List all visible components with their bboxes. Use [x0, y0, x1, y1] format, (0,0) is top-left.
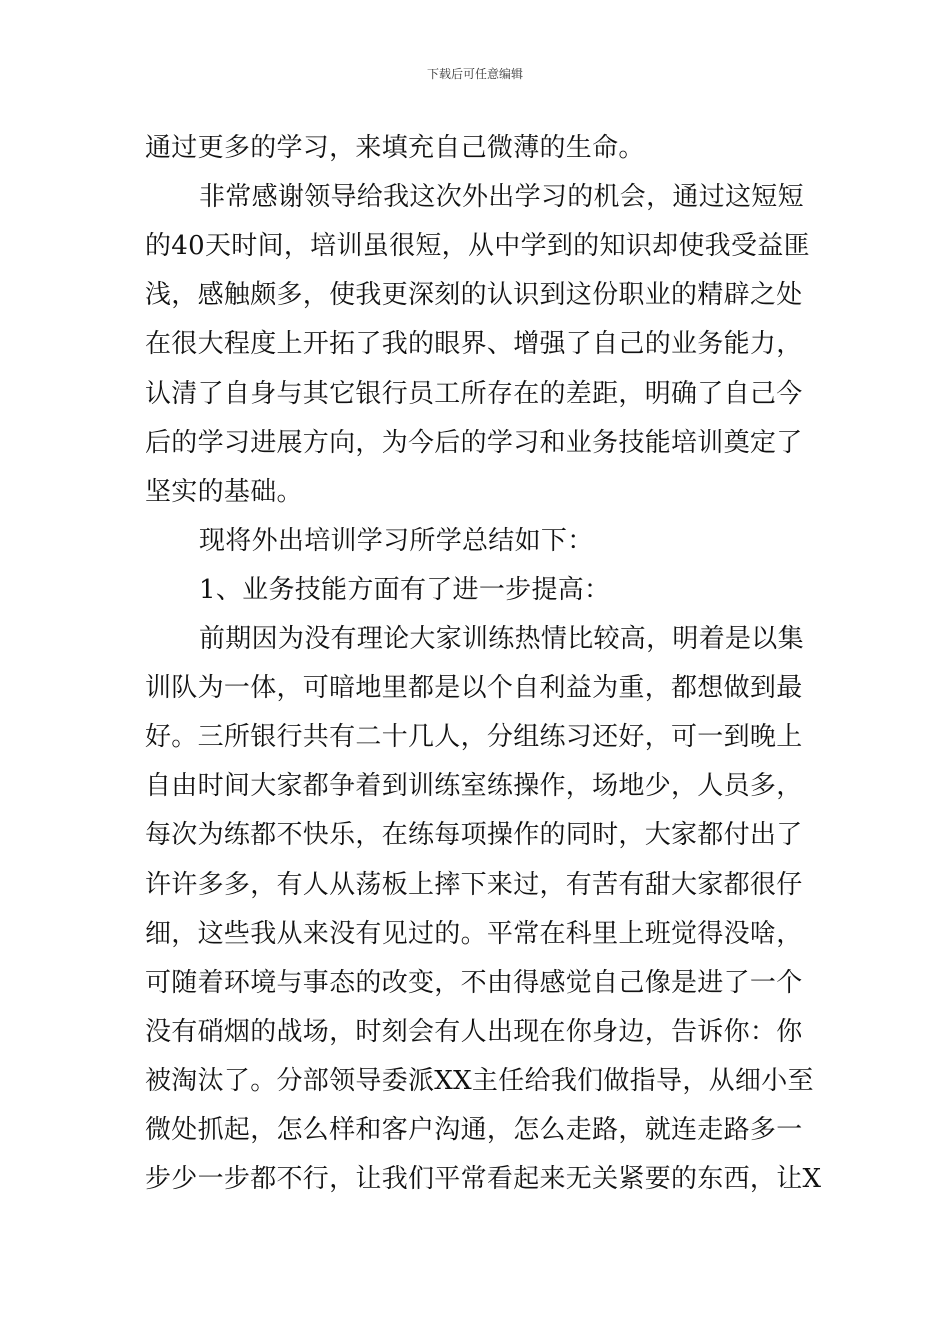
text-line: 每次为练都不快乐，在练每项操作的同时，大家都付出了 — [145, 820, 803, 850]
text-line: 可随着环境与事态的改变，不由得感觉自己像是进了一个 — [145, 968, 803, 998]
text-line: 在很大程度上开拓了我的眼界、增强了自己的业务能力， — [145, 329, 803, 359]
text-line: 的40天时间，培训虽很短，从中学到的知识却使我受益匪 — [145, 231, 810, 261]
page-header: 下载后可任意编辑 — [426, 67, 523, 81]
text-line: 细，这些我从来没有见过的。平常在科里上班觉得没啥， — [145, 919, 803, 949]
text-line: 前期因为没有理论大家训练热情比较高，明着是以集 — [199, 624, 804, 654]
text-line: 1、业务技能方面有了进一步提高： — [199, 575, 611, 605]
text-line: 浅，感触颇多，使我更深刻的认识到这份职业的精辟之处 — [145, 280, 803, 310]
text-line: 步少一步都不行，让我们平常看起来无关紧要的东西，让X — [145, 1164, 822, 1194]
text-line: 微处抓起，怎么样和客户沟通，怎么走路，就连走路多一 — [145, 1115, 803, 1145]
text-line: 通过更多的学习，来填充自己微薄的生命。 — [145, 133, 645, 163]
text-line: 好。三所银行共有二十几人，分组练习还好，可一到晚上 — [145, 722, 803, 752]
text-line: 许许多多，有人从荡板上摔下来过，有苦有甜大家都很仔 — [145, 870, 803, 900]
text-line: 坚实的基础。 — [145, 477, 303, 507]
text-line: 现将外出培训学习所学总结如下： — [199, 526, 594, 556]
text-line: 被淘汰了。分部领导委派XX主任给我们做指导，从细小至 — [145, 1066, 814, 1096]
text-line: 自由时间大家都争着到训练室练操作，场地少，人员多， — [145, 771, 803, 801]
text-line: 认清了自身与其它银行员工所存在的差距，明确了自己今 — [145, 379, 803, 409]
text-line: 没有硝烟的战场，时刻会有人出现在你身边，告诉你：你 — [145, 1017, 803, 1047]
text-line: 后的学习进展方向，为今后的学习和业务技能培训奠定了 — [145, 428, 803, 458]
text-line: 非常感谢领导给我这次外出学习的机会，通过这短短 — [199, 182, 804, 212]
text-line: 训队为一体，可暗地里都是以个自利益为重，都想做到最 — [145, 673, 803, 703]
